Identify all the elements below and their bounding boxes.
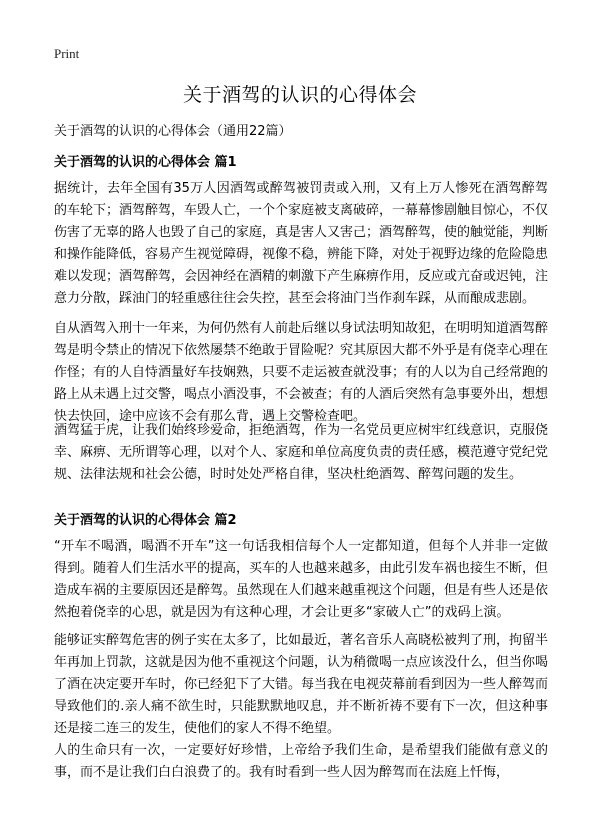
- paragraph-1-3: 酒驾猛于虎，让我们始终珍爱命，拒绝酒驾，作为一名党员更应树牢红线意识，克服侥幸、麻痹、无所谓等心理，以对个人、家庭和单位高度负责的责任感，模范遵守党纪党规、法律法规和社会公德，时时处处严格自律，坚决杜绝酒驾、醉驾问题的发生。: [54, 423, 549, 482]
- paragraph-1-2: 自从酒驾入刑十一年来，为何仍然有人前赴后继以身试法明知故犯，在明明知道酒驾醉驾是明令禁止的情况下依然屡禁不绝敢于冒险呢？究其原因大都不外乎是有侥幸心理在作怪；有的人自恃酒量好车技娴熟，只要不走运被查就没事；有的人以为自己经常跑的路上从未遇上过交警，喝点小酒没事，不会被查；有的人酒后突然有急事要外出，想想快去快回，途中应该不会有那么背，遇上交警检查吧。: [54, 321, 549, 424]
- print-link[interactable]: Print: [54, 46, 80, 61]
- section-heading-1: 关于酒驾的认识的心得体会 篇1: [54, 155, 237, 170]
- paragraph-1-1: 据统计，去年全国有35万人因酒驾或醉驾被罚责或入刑，又有上万人惨死在酒驾醉驾的车轮下；酒驾醉驾，车毁人亡，一个个家庭被支离破碎，一幕幕惨剧触目惊心，不仅伤害了无辜的路人也毁了自己的家庭，真是害人又害己；酒驾醉驾，使的触觉能，判断和操作能降低，容易产生视觉障碍，视像不稳，辨能下降，对处于视野边缘的危险隐患难以发现；酒驾醉驾，会因神经在酒精的刺激下产生麻痹作用，反应或亢奋或迟钝，注意力分散，踩油门的轻重感往往会失控，甚至会将油门当作刹车踩，从而酿成悲剧。: [54, 181, 549, 306]
- page-title: 关于酒驾的认识的心得体会: [182, 84, 417, 106]
- section-heading-2: 关于酒驾的认识的心得体会 篇2: [54, 513, 237, 528]
- paragraph-2-3: 人的生命只有一次，一定要好好珍惜，上帝给予我们生命，是希望我们能做有意义的事，而不是让我们白白浪费了的。我有时看到一些人因为醉驾而在法庭上忏悔，: [54, 743, 548, 780]
- document-subtitle: 关于酒驾的认识的心得体会（通用22篇）: [54, 124, 292, 139]
- paragraph-2-1: “开车不喝酒，喝酒不开车”这一句话我相信每个人一定都知道，但每个人并非一定做得到。随着人们生活水平的提高，买车的人也越来越多，由此引发车祸也接生不断，但造成车祸的主要原因还是醉驾。虽然现在人们越来越重视这个问题，但是有些人还是依然抱着侥幸的心思，就是因为有这种心理，才会让更多“家破人亡”的戏码上演。: [54, 539, 549, 620]
- paragraph-2-2: 能够证实醉驾危害的例子实在太多了，比如最近，著名音乐人高晓松被判了刑，拘留半年再加上罚款，这就是因为他不重视这个问题，认为稍微喝一点应该没什么，但当你喝了酒在决定要开车时，你已经犯下了大错。每当我在电视荧幕前看到因为一些人醉驾而导致他们的.亲人痛不欲生时，只能默默地叹息，并不断祈祷不要有下一次，但这种事还是接二连三的发生，使他们的家人不得不绝望。: [54, 633, 549, 736]
